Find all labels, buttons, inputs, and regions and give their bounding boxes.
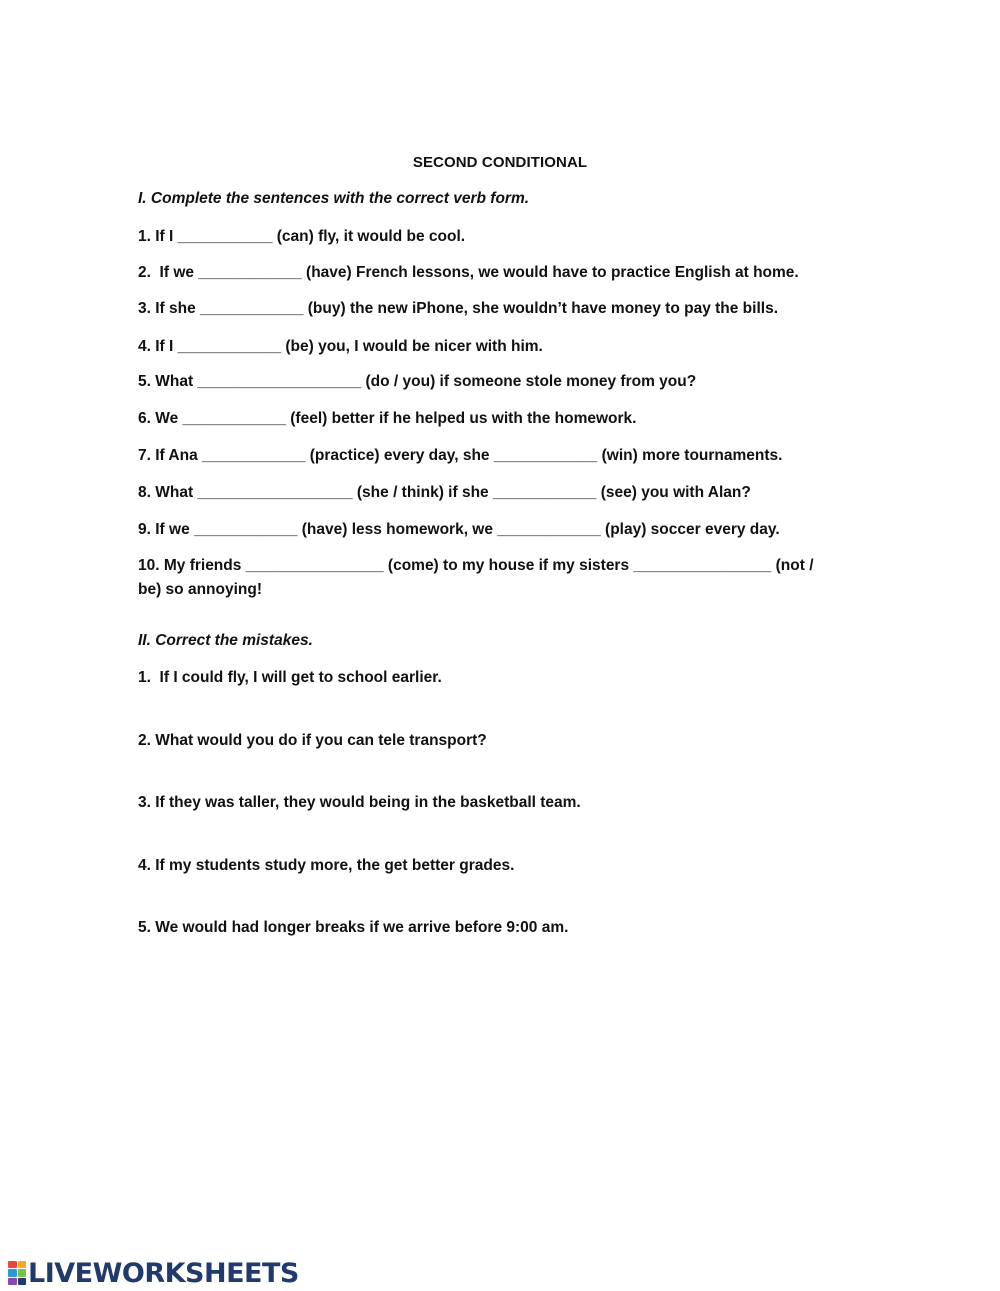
exercise-1-item-8: 8. What __________________ (she / think) if she ____________ (see) you with Alan? [138,484,751,501]
liveworksheets-logo-text: LIVEWORKSHEETS [28,1257,299,1289]
exercise-1-item-1: 1. If I ___________ (can) fly, it would be cool. [138,228,466,245]
section-2-heading: II. Correct the mistakes. [138,632,313,649]
logo-square-3 [8,1269,17,1276]
exercise-1-item-6: 6. We ____________ (feel) better if he helped us with the homework. [138,410,637,427]
exercise-2-item-1: 1. If I could fly, I will get to school earlier. [138,669,442,686]
exercise-1-item-2: 2. If we ____________ (have) French lessons, we would have to practice English at home. [138,264,799,281]
liveworksheets-logo [8,1258,299,1288]
logo-square-5 [8,1278,17,1285]
exercise-1-item-9: 9. If we ____________ (have) less homework, we ____________ (play) soccer every day. [138,521,780,538]
section-1-heading: I. Complete the sentences with the correct verb form. [138,190,530,207]
exercise-2-item-3: 3. If they was taller, they would being in the basketball team. [138,794,581,811]
exercise-1-item-4: 4. If I ____________ (be) you, I would be nicer with him. [138,338,543,355]
exercise-2-item-2: 2. What would you do if you can tele transport? [138,732,487,749]
exercise-1-item-5: 5. What ___________________ (do / you) if someone stole money from you? [138,373,697,390]
logo-square-1 [8,1261,17,1268]
exercise-2-item-5: 5. We would had longer breaks if we arrive before 9:00 am. [138,919,569,936]
exercise-2-item-4: 4. If my students study more, the get better grades. [138,857,515,874]
logo-square-2 [18,1261,27,1268]
exercise-1-item-7: 7. If Ana ____________ (practice) every day, she ____________ (win) more tournaments. [138,447,783,464]
logo-square-6 [18,1278,27,1285]
logo-square-4 [18,1269,27,1276]
liveworksheets-logo-icon [8,1261,26,1285]
exercise-1-item-3: 3. If she ____________ (buy) the new iPhone, she wouldn’t have money to pay the bills. [138,300,778,317]
exercise-1-item-10: 10. My friends ________________ (come) to my house if my sisters ________________ (not / be) so annoying! [138,557,818,598]
worksheet-title: SECOND CONDITIONAL [412,154,588,171]
